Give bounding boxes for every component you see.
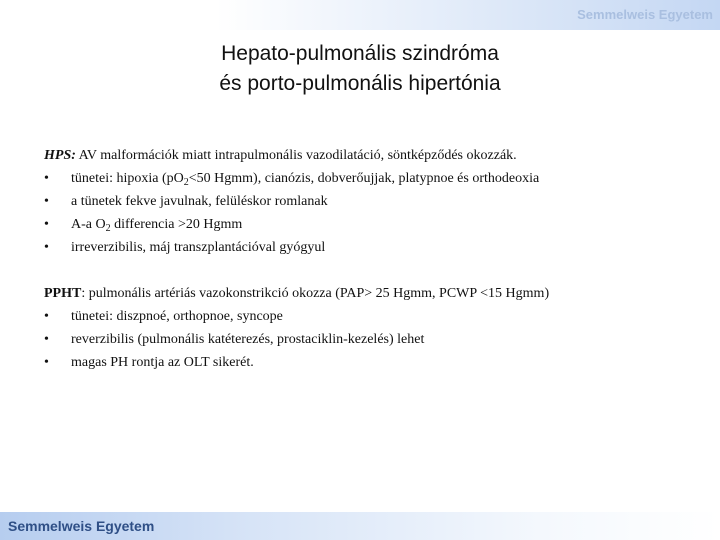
title-line-2: és porto-pulmonális hipertónia: [219, 72, 501, 95]
bullet-icon: •: [44, 194, 49, 209]
ppht-term: PPHT: [44, 286, 82, 301]
footer-band: [0, 512, 720, 540]
hps-list: [44, 167, 704, 259]
footer-brand: Semmelweis Egyetem: [8, 518, 155, 534]
bullet-icon: •: [44, 355, 49, 370]
header-brand: Semmelweis Egyetem: [577, 7, 713, 22]
ppht-definition-text: : pulmonális artériás vazokonstrikció okozza (PAP> 25 Hgmm, PCWP <15 Hgmm): [81, 286, 550, 301]
header-band: [0, 0, 720, 30]
title-line-1: Hepato-pulmonális szindróma: [221, 42, 499, 65]
bullet-icon: •: [44, 332, 49, 347]
hps-definition: [44, 144, 704, 167]
list-item: • irreverzibilis, máj transzplantációval gyógyul: [44, 236, 704, 259]
list-item: • tünetei: diszpnoé, orthopnoe, syncope: [44, 305, 704, 328]
section-spacer: [44, 259, 704, 282]
list-item: • a tünetek fekve javulnak, felüléskor romlanak: [44, 190, 704, 213]
bullet-icon: •: [44, 240, 49, 255]
slide-body: [44, 144, 704, 374]
ppht-definition: [44, 282, 704, 305]
list-item: • A-a $O_2$ differencia >20 Hgmm: [44, 213, 704, 236]
bullet-icon: •: [44, 217, 49, 232]
hps-definition-text: AV malformációk miatt intrapulmonális vazodilatáció, söntképződés okozzák.: [75, 148, 517, 163]
ppht-list: [44, 305, 704, 374]
list-item: • reverzibilis (pulmonális katéterezés, prostaciklin-kezelés) lehet: [44, 328, 704, 351]
bullet-icon: •: [44, 171, 49, 186]
hps-term: HPS:: [44, 148, 76, 163]
slide-title: [0, 39, 720, 99]
list-item: • tünetei: hipoxia ($pO_2<50$ Hgmm), cianózis, dobverőujjak, platypnoe és orthodeoxia: [44, 167, 704, 190]
bullet-icon: •: [44, 309, 49, 324]
list-item: • magas PH rontja az OLT sikerét.: [44, 351, 704, 374]
